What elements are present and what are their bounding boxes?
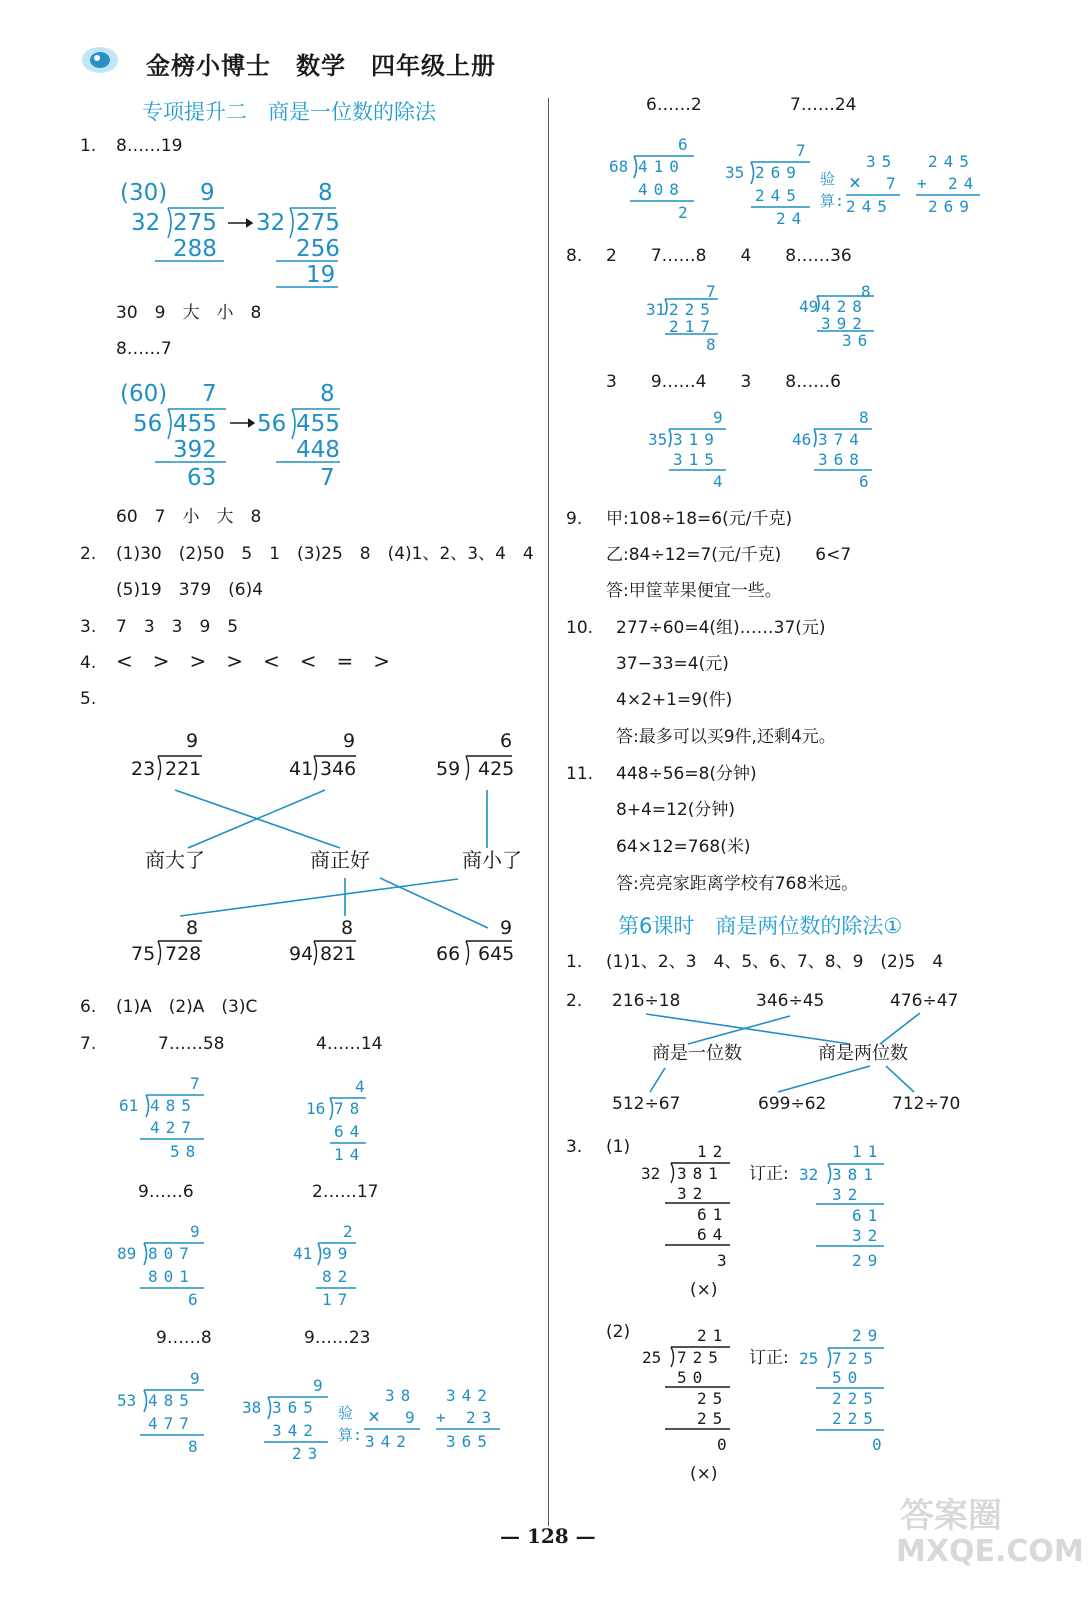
q1-d2b-product: 448: [296, 437, 340, 463]
r-add-b: 24: [948, 174, 980, 193]
q3-text: 7 3 3 9 5: [116, 617, 239, 637]
q7-d5-remainder: 8: [188, 1437, 204, 1456]
q7-d5-quotient: 9: [190, 1369, 206, 1388]
q1-d1b-remainder: 19: [306, 262, 336, 288]
q7-d2-divisor: 16: [306, 1099, 326, 1118]
q8-d3-divisor: 35: [648, 430, 668, 449]
s2-label-one-digit: 商是一位数: [652, 1043, 742, 1064]
s2-number: 2.: [566, 991, 583, 1011]
q1-d2-quotient: 7: [202, 381, 217, 407]
q8-d1-quotient: 7: [706, 282, 722, 301]
r-t1-divisor: 68: [609, 157, 629, 176]
q1-line1: 8……19: [116, 136, 183, 156]
r-t2-divisor: 35: [725, 163, 745, 182]
q1-result1: 30 9 大 小 8: [116, 303, 262, 323]
s3-p1-step-c: 64: [697, 1225, 729, 1244]
r-t2-product: 245: [755, 186, 802, 205]
q5-top3-divisor: 59: [436, 758, 461, 780]
q5-bot1-dividend: 728: [165, 943, 202, 965]
q7-d4-remainder: 17: [322, 1290, 354, 1309]
q5-top2-divisor: 41: [289, 758, 314, 780]
q10-line3: 4×2+1=9(件): [616, 690, 733, 710]
q8-d3-dividend: 319: [673, 430, 720, 449]
q11-line4: 答:亮亮家距离学校有768米远。: [616, 874, 859, 894]
q8-d1-remainder: 8: [706, 335, 722, 354]
r-t2-dividend: 269: [755, 163, 802, 182]
q5-top1-quotient: 9: [186, 730, 199, 752]
s3-p2-fix-remainder: 0: [872, 1435, 888, 1454]
q11-line3: 64×12=768(米): [616, 837, 751, 857]
q7-d3-product: 801: [148, 1267, 195, 1286]
q5-label-just-right: 商正好: [310, 848, 370, 872]
r-add-a: 245: [928, 152, 975, 171]
q7-mul-op: ×: [368, 1404, 387, 1428]
q5-bot2-dividend: 821: [320, 943, 357, 965]
q7-mul-a: 38: [385, 1386, 417, 1405]
s3-p1-fix-dividend: 381: [832, 1165, 879, 1184]
q7-d3-dividend: 807: [148, 1244, 195, 1263]
s3-number: 3.: [566, 1137, 583, 1157]
q1-d1-product: 288: [173, 236, 217, 262]
r-t2-quotient: 7: [796, 141, 812, 160]
q7-d5-product: 477: [148, 1414, 195, 1433]
s2-top1: 216÷18: [612, 991, 681, 1011]
q1-d2b-quotient: 8: [320, 381, 335, 407]
q1-d2b-dividend: 455: [296, 411, 340, 437]
s3-p1-dividend: 381: [677, 1164, 724, 1183]
q7-add-result: 365: [446, 1432, 493, 1451]
s3-p1-fix-step-a: 32: [832, 1185, 864, 1204]
q9-line3: 答:甲筐苹果便宜一些。: [606, 581, 782, 601]
q1-d2b-divisor: 56: [257, 411, 287, 437]
r-t1-quotient: 6: [678, 135, 694, 154]
q5-bot2-quotient: 8: [341, 917, 354, 939]
q7-d4-dividend: 99: [322, 1244, 354, 1263]
q7-d3-quotient: 9: [190, 1222, 206, 1241]
q7-d2-quotient: 4: [355, 1077, 371, 1096]
q8-d2-product: 392: [821, 314, 868, 333]
q7-d6-product: 342: [272, 1421, 319, 1440]
watermark-logo: 答案圈: [900, 1496, 1002, 1536]
q7-d6-dividend: 365: [272, 1398, 319, 1417]
q5-bot1-divisor: 75: [131, 943, 156, 965]
q7-d3-divisor: 89: [117, 1244, 137, 1263]
s3-p1-remainder: 3: [717, 1251, 733, 1270]
s3-p1-fix-divisor: 32: [799, 1165, 819, 1184]
q6-number: 6.: [80, 997, 97, 1017]
q7-label2: 4……14: [316, 1034, 383, 1054]
s2-bottom1: 512÷67: [612, 1094, 681, 1114]
q7-d2-dividend: 78: [334, 1099, 366, 1118]
q7-d5-divisor: 53: [117, 1391, 137, 1410]
s3-p2-mark: (×): [690, 1464, 718, 1484]
q1-d1b-divisor: 32: [256, 210, 286, 236]
q1-result2: 60 7 小 大 8: [116, 507, 262, 527]
r-mul-a: 35: [866, 152, 898, 171]
r-mul-op: ×: [849, 170, 868, 194]
q5-top1-divisor: 23: [131, 758, 156, 780]
section-title-right: 第6课时 商是两位数的除法①: [618, 914, 903, 938]
q7-label4: 2……17: [312, 1182, 379, 1202]
q7-add-a: 342: [446, 1386, 493, 1405]
q7-d4-quotient: 2: [343, 1222, 359, 1241]
s3-p2-fix-quotient: 29: [852, 1326, 884, 1345]
q1-d2-product: 392: [173, 437, 217, 463]
s3-p1-label: (1): [606, 1137, 631, 1157]
s3-p1-fix-label: 订正:: [749, 1164, 789, 1184]
r-add-op: +: [917, 174, 933, 193]
s3-p1-step-a: 32: [677, 1184, 709, 1203]
q7-d6-quotient: 9: [313, 1376, 329, 1395]
q5-top2-dividend: 346: [320, 758, 357, 780]
s2-bottom2: 699÷62: [758, 1094, 827, 1114]
q1-d2-dividend: 455: [173, 411, 217, 437]
q5-label-too-small: 商小了: [462, 848, 522, 872]
q9-number: 9.: [566, 509, 583, 529]
q7-check-label: 验 算:: [338, 1404, 363, 1444]
q1-number: 1.: [80, 136, 97, 156]
q7-add-op: +: [436, 1408, 452, 1427]
r-mul-b: 7: [886, 174, 902, 193]
s3-p2-divisor: 25: [642, 1348, 662, 1367]
q1-d2-remainder: 63: [187, 465, 217, 491]
q8-d4-divisor: 46: [792, 430, 812, 449]
q10-line2: 37−33=4(元): [616, 654, 729, 674]
q7-d1-dividend: 485: [150, 1096, 197, 1115]
r-mul-result: 245: [846, 197, 893, 216]
q2-number: 2.: [80, 544, 97, 564]
q5-bot1-quotient: 8: [186, 917, 199, 939]
s2-top2: 346÷45: [756, 991, 825, 1011]
s3-p1-fix-remainder: 29: [852, 1251, 884, 1270]
watermark-url: MXQE.COM: [896, 1534, 1084, 1569]
q2-line1: (1)30 (2)50 5 1 (3)25 8 (4)1、2、3、4 4: [116, 544, 534, 564]
q7-label1: 7……58: [158, 1034, 225, 1054]
q8-d1-product: 217: [669, 317, 716, 336]
s3-p2-dividend: 725: [677, 1348, 724, 1367]
s2-label-two-digit: 商是两位数: [818, 1043, 908, 1064]
s3-p2-fix-step-a: 50: [832, 1368, 864, 1387]
q2-line2: (5)19 379 (6)4: [116, 580, 264, 600]
q10-number: 10.: [566, 618, 594, 638]
s3-p2-fix-label: 订正:: [749, 1348, 789, 1368]
q7-add-b: 23: [466, 1408, 498, 1427]
q11-number: 11.: [566, 764, 594, 784]
r-t1-remainder: 2: [678, 203, 694, 222]
s3-p2-quotient: 21: [697, 1326, 729, 1345]
q5-top2-quotient: 9: [343, 730, 356, 752]
q5-number: 5.: [80, 689, 97, 709]
section-title-left: 专项提升二 商是一位数的除法: [142, 100, 436, 124]
q7-d5-dividend: 485: [148, 1391, 195, 1410]
q8-d4-quotient: 8: [859, 408, 875, 427]
s3-p1-fix-step-c: 32: [852, 1226, 884, 1245]
q8-d4-remainder: 6: [859, 472, 875, 491]
q7-d1-product: 427: [150, 1118, 197, 1137]
s3-p2-remainder: 0: [717, 1435, 733, 1454]
q7-d2-remainder: 14: [334, 1145, 366, 1164]
q10-line1: 277÷60=4(组)……37(元): [616, 618, 826, 638]
q7-d1-divisor: 61: [119, 1096, 139, 1115]
q10-line4: 答:最多可以买9件,还剩4元。: [616, 727, 836, 747]
s3-p2-fix-dividend: 725: [832, 1349, 879, 1368]
q8-d3-quotient: 9: [713, 408, 729, 427]
s3-p2-fix-divisor: 25: [799, 1349, 819, 1368]
r-t1-dividend: 410: [638, 157, 685, 176]
r-top-label2: 7……24: [790, 95, 857, 115]
q7-label6: 9……23: [304, 1328, 371, 1348]
q8-number: 8.: [566, 246, 583, 266]
s3-p2-label: (2): [606, 1322, 631, 1342]
s2-top3: 476÷47: [890, 991, 959, 1011]
q5-bot2-divisor: 94: [289, 943, 314, 965]
s3-p2-step-b: 25: [697, 1389, 729, 1408]
q7-d2-product: 64: [334, 1122, 366, 1141]
s1-text: (1)1、2、3 4、5、6、7、8、9 (2)5 4: [606, 952, 944, 972]
q5-bot3-divisor: 66: [436, 943, 461, 965]
r-top-label1: 6……2: [646, 95, 702, 115]
q8-d2-dividend: 428: [821, 297, 868, 316]
q1-d1-dividend: 275: [173, 210, 217, 236]
s3-p1-divisor: 32: [641, 1164, 661, 1183]
q7-d3-remainder: 6: [188, 1290, 204, 1309]
q7-d4-divisor: 41: [293, 1244, 313, 1263]
s3-p1-mark: (×): [690, 1280, 718, 1300]
q1-d2-divisor: 56: [133, 411, 163, 437]
q4-text: < > > > < < = >: [116, 649, 391, 673]
q8-d4-product: 368: [818, 450, 865, 469]
q8-d2-divisor: 49: [799, 297, 819, 316]
q8-d1-divisor: 31: [646, 300, 666, 319]
q5-top3-quotient: 6: [500, 730, 513, 752]
q8-row2: 3 9……4 3 8……6: [606, 372, 841, 392]
q7-mul-result: 342: [365, 1432, 412, 1451]
s3-p1-quotient: 12: [697, 1142, 729, 1161]
q7-d6-divisor: 38: [242, 1398, 262, 1417]
r-t1-product: 408: [638, 180, 685, 199]
q7-d1-quotient: 7: [190, 1074, 206, 1093]
q5-top1-dividend: 221: [165, 758, 202, 780]
header-title: 金榜小博士 数学 四年级上册: [146, 52, 496, 80]
page-number: — 128 —: [500, 1524, 596, 1548]
q4-number: 4.: [80, 653, 97, 673]
s3-p1-fix-step-b: 61: [852, 1206, 884, 1225]
r-t2-remainder: 24: [776, 209, 808, 228]
q8-d1-dividend: 225: [669, 300, 716, 319]
q1-line2: 8……7: [116, 339, 172, 359]
q7-number: 7.: [80, 1034, 97, 1054]
q6-text: (1)A (2)A (3)C: [116, 997, 258, 1017]
q5-bot3-dividend: 645: [478, 943, 515, 965]
q1-d2b-remainder: 7: [320, 465, 335, 491]
q8-d4-dividend: 374: [818, 430, 865, 449]
q7-d4-product: 82: [322, 1267, 354, 1286]
q7-mul-b: 9: [405, 1408, 421, 1427]
r-add-result: 269: [928, 197, 975, 216]
q9-line2: 乙:84÷12=7(元/千克) 6<7: [606, 545, 852, 565]
q9-line1: 甲:108÷18=6(元/千克): [606, 509, 793, 529]
q5-bot3-quotient: 9: [500, 917, 513, 939]
s3-p2-step-c: 25: [697, 1409, 729, 1428]
q11-line2: 8+4=12(分钟): [616, 800, 736, 820]
s3-p1-step-b: 61: [697, 1205, 729, 1224]
q7-label5: 9……8: [156, 1328, 212, 1348]
q1-d1b-dividend: 275: [296, 210, 340, 236]
q7-label3: 9……6: [138, 1182, 194, 1202]
s3-p2-step-a: 50: [677, 1368, 709, 1387]
q7-d1-remainder: 58: [170, 1142, 202, 1161]
q1-d1b-quotient: 8: [318, 180, 333, 206]
q7-d6-remainder: 23: [292, 1444, 324, 1463]
r-check-label: 验 算:: [820, 170, 845, 210]
q1-d1-estimate: (30): [120, 180, 168, 206]
s3-p2-fix-step-b: 225: [832, 1389, 879, 1408]
s3-p1-fix-quotient: 11: [852, 1142, 884, 1161]
q5-label-too-big: 商大了: [145, 848, 205, 872]
q1-d1b-product: 256: [296, 236, 340, 262]
q8-d2-remainder: 36: [842, 331, 874, 350]
q8-d3-remainder: 4: [713, 472, 729, 491]
q5-top3-dividend: 425: [478, 758, 515, 780]
q1-d1-quotient: 9: [200, 180, 215, 206]
q1-d2-estimate: (60): [120, 381, 168, 407]
s1-number: 1.: [566, 952, 583, 972]
q1-d1-divisor: 32: [131, 210, 161, 236]
s2-bottom3: 712÷70: [892, 1094, 961, 1114]
q8-d2-quotient: 8: [861, 282, 877, 301]
q3-number: 3.: [80, 617, 97, 637]
s3-p2-fix-step-c: 225: [832, 1409, 879, 1428]
q8-d3-product: 315: [673, 450, 720, 469]
q8-row1: 2 7……8 4 8……36: [606, 246, 852, 266]
q11-line1: 448÷56=8(分钟): [616, 764, 757, 784]
